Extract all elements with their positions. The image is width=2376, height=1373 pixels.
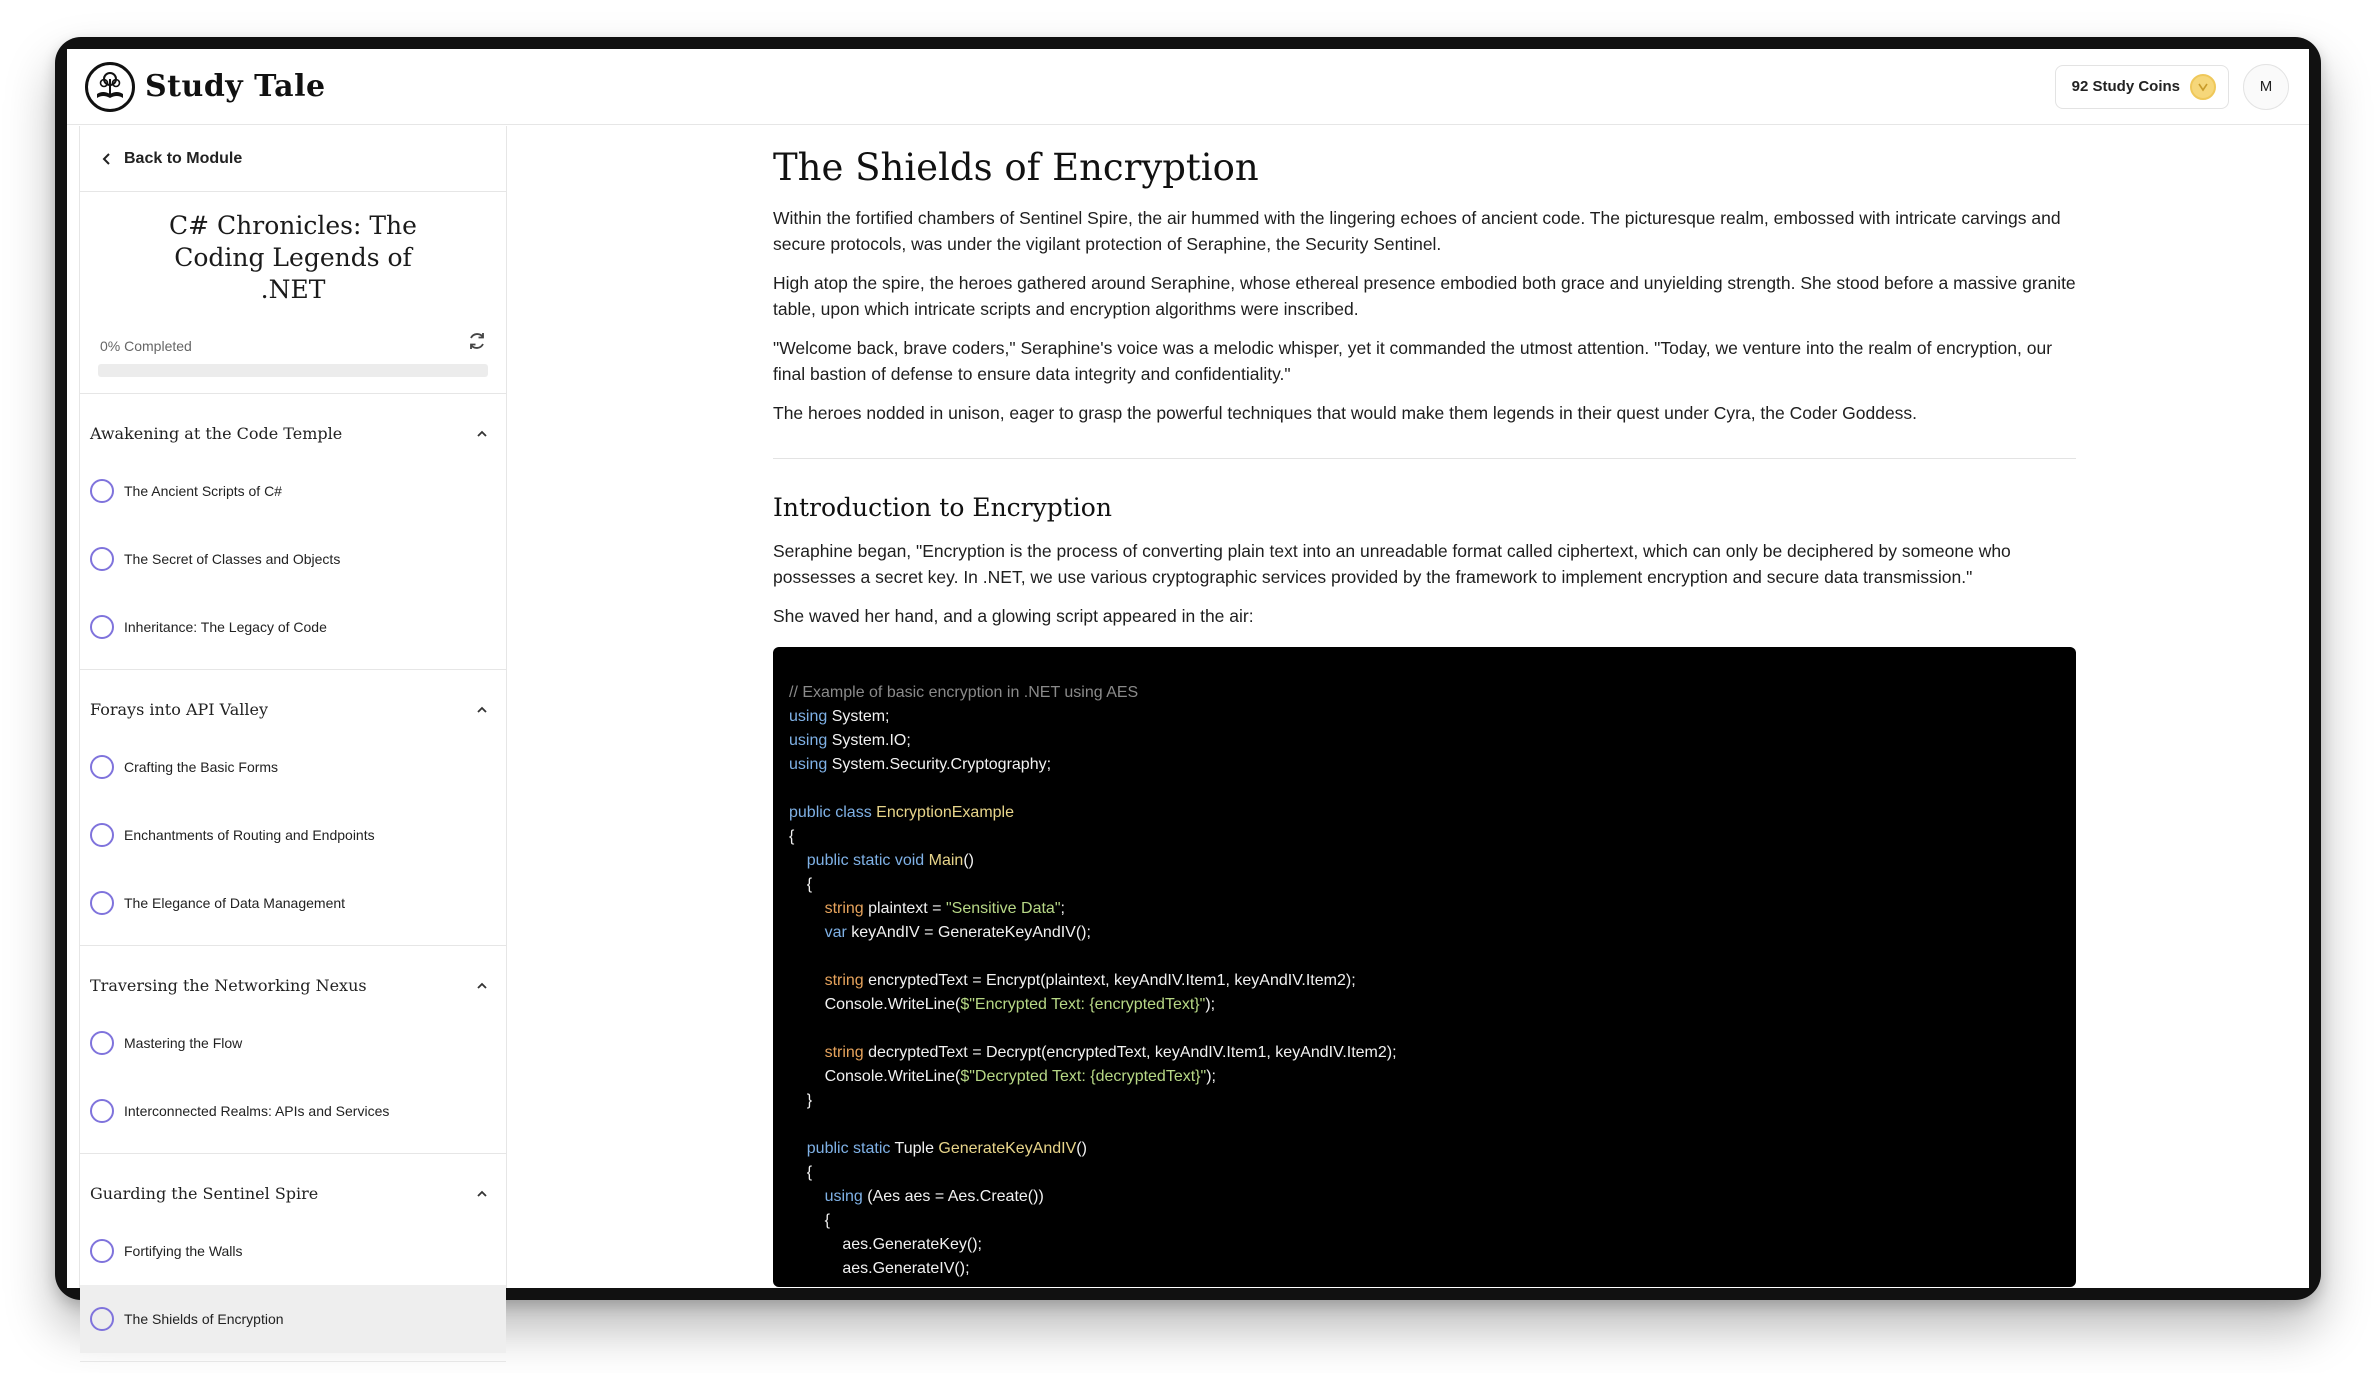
lesson-label: The Shields of Encryption	[124, 1311, 284, 1327]
lesson-item[interactable]	[80, 801, 506, 869]
section-toggle[interactable]	[80, 946, 506, 1009]
lesson-item[interactable]	[80, 869, 506, 937]
lesson-label: Fortifying the Walls	[124, 1243, 243, 1259]
circle-outline-icon	[90, 1239, 114, 1263]
circle-outline-icon	[90, 1307, 114, 1331]
section-list	[80, 394, 506, 1362]
coins-label: 92 Study Coins	[2071, 78, 2180, 95]
lesson-label: Mastering the Flow	[124, 1035, 243, 1051]
top-bar	[67, 49, 2309, 125]
code-token: Main	[928, 852, 964, 869]
code-line	[789, 1209, 2060, 1233]
circle-outline-icon	[90, 1031, 114, 1055]
lesson-content	[508, 126, 2309, 1288]
section-title: Traversing the Networking Nexus	[90, 976, 367, 995]
study-coins-button[interactable]	[2055, 65, 2229, 109]
brand-name: Study Tale	[145, 69, 326, 104]
code-token: aes.GenerateIV();	[789, 1260, 970, 1277]
code-token: var	[824, 924, 847, 941]
code-line	[789, 729, 2060, 753]
code-token	[789, 1140, 807, 1157]
divider	[773, 458, 2076, 459]
chevron-left-icon	[100, 152, 114, 166]
code-token: public class	[789, 804, 872, 821]
code-line	[789, 1113, 2060, 1137]
lesson-item[interactable]	[80, 457, 506, 525]
code-token: string	[824, 972, 864, 989]
lesson-item[interactable]	[80, 1009, 506, 1077]
circle-outline-icon	[90, 823, 114, 847]
paragraph: Seraphine began, "Encryption is the process of converting plain text into an unreadable format called ciphertext, which can only be deciphered by someone who possesses a secret key. In .NET, we use various cryptographic services provided by the framework to implement encryption and secure data transmission."	[773, 541, 2011, 587]
lesson-item[interactable]	[80, 1077, 506, 1145]
code-token: }	[789, 1092, 813, 1109]
code-line	[789, 777, 2060, 801]
code-token: System;	[827, 708, 890, 725]
paragraph: "Welcome back, brave coders," Seraphine's voice was a melodic whisper, yet it commanded the utmost attention. "Today, we venture into the realm of encryption, our final bastion of defense to ensure data integrity and confidentiality."	[773, 338, 2053, 384]
app-window	[67, 49, 2309, 1327]
code-token: encryptedText = Encrypt(plaintext, keyAndIV.Item1, keyAndIV.Item2);	[863, 972, 1356, 989]
code-line	[789, 1137, 2060, 1161]
code-token: using	[789, 732, 828, 749]
back-label: Back to Module	[124, 149, 243, 167]
section-heading: Introduction to Encryption	[773, 493, 1112, 522]
code-token: {	[789, 1164, 813, 1181]
code-line	[789, 1185, 2060, 1209]
code-token: public static	[806, 1140, 891, 1157]
lesson-title: The Shields of Encryption	[773, 146, 1259, 189]
code-token: using	[789, 708, 828, 725]
lesson-label: Interconnected Realms: APIs and Services	[124, 1103, 390, 1119]
code-token: System.Security.Cryptography;	[827, 756, 1052, 773]
code-token: EncryptionExample	[876, 804, 1014, 821]
code-token: {	[789, 876, 813, 893]
section-title: Guarding the Sentinel Spire	[90, 1184, 319, 1203]
chevron-up-icon	[476, 428, 488, 440]
code-token	[789, 924, 825, 941]
section-toggle[interactable]	[80, 394, 506, 457]
code-token	[789, 1044, 825, 1061]
code-line	[789, 969, 2060, 993]
code-line	[789, 993, 2060, 1017]
code-line	[789, 681, 2060, 705]
progress-label: 0% Completed	[100, 338, 192, 354]
code-token: decryptedText = Decrypt(encryptedText, keyAndIV.Item1, keyAndIV.Item2);	[863, 1044, 1397, 1061]
lesson-label: Crafting the Basic Forms	[124, 759, 279, 775]
circle-outline-icon	[90, 479, 114, 503]
circle-outline-icon	[90, 891, 114, 915]
code-block[interactable]	[773, 647, 2076, 1287]
refresh-icon[interactable]	[466, 330, 488, 352]
circle-outline-icon	[90, 755, 114, 779]
code-line	[789, 945, 2060, 969]
code-token: Console.WriteLine(	[789, 996, 961, 1013]
code-line	[789, 1257, 2060, 1281]
code-line	[789, 1041, 2060, 1065]
circle-outline-icon	[90, 1099, 114, 1123]
code-line	[789, 1017, 2060, 1041]
lesson-label: The Secret of Classes and Objects	[124, 551, 341, 567]
code-line	[789, 897, 2060, 921]
code-line	[789, 801, 2060, 825]
brand-home-link[interactable]	[85, 62, 326, 112]
code-line	[789, 705, 2060, 729]
code-token: GenerateKeyAndIV	[938, 1140, 1077, 1157]
code-token: string	[824, 1044, 864, 1061]
course-sidebar	[79, 126, 507, 1327]
code-token: using	[824, 1188, 863, 1205]
code-line	[789, 849, 2060, 873]
code-token	[789, 852, 807, 869]
device-frame	[55, 37, 2321, 1327]
section-title: Forays into API Valley	[90, 700, 269, 719]
section-toggle[interactable]	[80, 1154, 506, 1217]
code-token: {	[789, 828, 795, 845]
code-token: Tuple	[890, 1140, 939, 1157]
code-line	[789, 1089, 2060, 1113]
code-token: plaintext =	[863, 900, 946, 917]
lesson-item[interactable]	[80, 525, 506, 593]
paragraph: Within the fortified chambers of Sentinel Spire, the air hummed with the lingering echoes of ancient code. The picturesque realm, embossed with intricate carvings and secure protocols, was under the vigilant protection of Seraphine, the Security Sentinel.	[773, 208, 2061, 254]
sidebar-section	[80, 670, 506, 946]
lesson-label: The Elegance of Data Management	[124, 895, 346, 911]
code-token: keyAndIV = GenerateKeyAndIV();	[846, 924, 1091, 941]
code-token	[789, 900, 825, 917]
chevron-up-icon	[476, 1188, 488, 1200]
coin-icon	[2190, 74, 2216, 100]
sidebar-section	[80, 394, 506, 670]
code-token: );	[1205, 996, 1216, 1013]
code-token: {	[789, 1212, 830, 1229]
lesson-item[interactable]	[80, 1285, 506, 1353]
code-token: public static void	[806, 852, 925, 869]
code-token: Console.WriteLine(	[789, 1068, 961, 1085]
section-title: Awakening at the Code Temple	[90, 424, 343, 443]
paragraph: She waved her hand, and a glowing script appeared in the air:	[773, 606, 1254, 626]
book-tree-logo-icon	[85, 62, 135, 112]
lesson-item[interactable]	[80, 733, 506, 801]
code-token: "Sensitive Data"	[945, 900, 1061, 917]
code-token: ;	[1060, 900, 1065, 917]
section-toggle[interactable]	[80, 670, 506, 733]
paragraph: The heroes nodded in unison, eager to grasp the powerful techniques that would make them legends in their quest under Cyra, the Coder Goddess.	[773, 403, 1918, 423]
code-token: );	[1206, 1068, 1216, 1085]
code-token: aes.GenerateKey();	[789, 1236, 982, 1253]
code-token: ()	[963, 852, 974, 869]
chevron-up-icon	[476, 980, 488, 992]
code-token: // Example of basic encryption in .NET using AES	[789, 684, 1139, 701]
code-token: $"Decrypted Text: {decryptedText}"	[960, 1068, 1207, 1085]
code-token: (Aes aes = Aes.Create())	[862, 1188, 1044, 1205]
code-token: using	[789, 756, 828, 773]
course-info	[80, 192, 506, 394]
lesson-label: The Ancient Scripts of C#	[124, 483, 282, 499]
code-line	[789, 1065, 2060, 1089]
circle-outline-icon	[90, 547, 114, 571]
code-line	[789, 1161, 2060, 1185]
lesson-item[interactable]	[80, 593, 506, 661]
lesson-item[interactable]	[80, 1217, 506, 1285]
code-token	[789, 972, 825, 989]
back-to-module-link[interactable]	[80, 126, 506, 192]
article	[773, 126, 2076, 1287]
code-token: string	[824, 900, 864, 917]
code-token: $"Encrypted Text: {encryptedText}"	[960, 996, 1206, 1013]
user-avatar[interactable]: M	[2243, 64, 2289, 110]
progress-bar	[98, 364, 488, 377]
paragraph: High atop the spire, the heroes gathered around Seraphine, whose ethereal presence embodied both grace and unyielding strength. She stood before a massive granite table, upon which intricate scripts and encryption algorithms were inscribed.	[773, 273, 2076, 319]
code-line	[789, 825, 2060, 849]
code-token	[789, 1188, 825, 1205]
sidebar-section	[80, 946, 506, 1154]
sidebar-section	[80, 1154, 506, 1362]
course-title: C# Chronicles: The Coding Legends of .NET	[169, 211, 417, 304]
code-token: System.IO;	[827, 732, 911, 749]
circle-outline-icon	[90, 615, 114, 639]
code-line	[789, 921, 2060, 945]
code-token: ()	[1076, 1140, 1087, 1157]
code-line	[789, 873, 2060, 897]
lesson-label: Enchantments of Routing and Endpoints	[124, 827, 375, 843]
lesson-label: Inheritance: The Legacy of Code	[124, 619, 327, 635]
chevron-up-icon	[476, 704, 488, 716]
code-line	[789, 753, 2060, 777]
code-line	[789, 1233, 2060, 1257]
